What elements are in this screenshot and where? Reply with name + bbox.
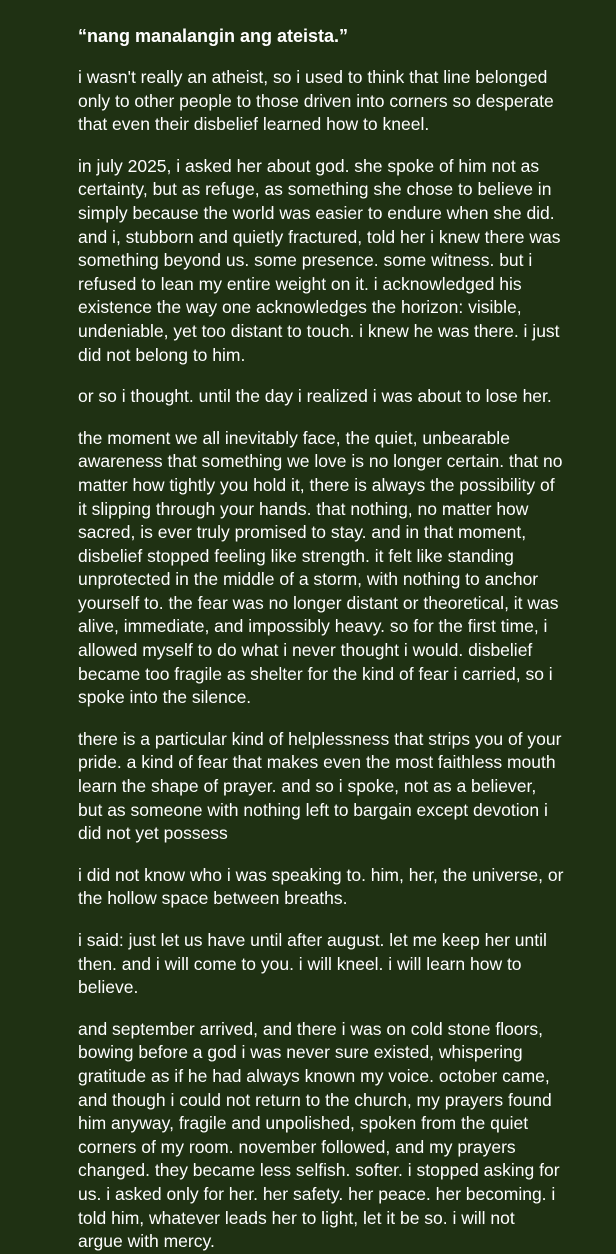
text-line: bowing before a god i was never sure existed, whispering [78,1042,523,1063]
text-line: argue with mercy. [78,1231,215,1252]
text-line: then. and i will come to you. i will kneel. i will learn how to [78,953,522,974]
text-line: existence the way one acknowledges the horizon: visible, [78,297,522,318]
text-line: disbelief stopped feeling like strength. it felt like standing [78,545,514,566]
text-line: corners of my room. november followed, and my prayers [78,1136,516,1157]
text-line: i said: just let us have until after august. let me keep her until [78,930,547,950]
text-line: only to other people to those driven into corners so desperate [78,90,554,111]
text-line: but as someone with nothing left to bargain except devotion i [78,799,548,820]
text-line: spoke into the silence. [78,687,252,708]
text-line: in july 2025, i asked her about god. she spoke of him not as [78,155,540,176]
document-title: “nang manalangin ang ateista.” [78,26,349,46]
text-line: did not belong to him. [78,344,246,365]
text-line: gratitude as if he had always known my voice. october came, [78,1065,550,1086]
text-line: and i, stubborn and quietly fractured, told her i knew there was [78,226,561,247]
paragraph-7 [78,929,576,1000]
paragraph-8 [78,1018,576,1254]
text-line: pride. a kind of fear that makes even the most faithless mouth [78,752,556,773]
text-line: sacred, is ever truly promised to stay. and in that moment, [78,522,527,543]
text-line: or so i thought. until the day i realized i was about to lose her. [78,386,552,407]
text-line: it slipping through your hands. that nothing, no matter how [78,498,529,519]
text-line: and though i could not return to the church, my prayers found [78,1089,552,1110]
text-line: yourself to. the fear was no longer distant or theoretical, it was [78,592,559,613]
text-line: simply because the world was easier to endure when she did. [78,202,555,223]
text-line: changed. they became less selfish. softer. i stopped asking for [78,1160,560,1181]
text-line: believe. [78,977,139,998]
text-line: us. i asked only for her. her safety. her peace. her becoming. i [78,1183,556,1204]
text-line: did not yet possess [78,823,228,844]
text-line: matter how tightly you hold it, there is always the possibility of [78,474,555,495]
text-line: certainty, but as refuge, as something she chose to believe in [78,179,552,200]
text-line: undeniable, yet too distant to touch. i knew he was there. i just [78,320,560,341]
text-line: the hollow space between breaths. [78,888,348,909]
paragraph-5 [78,728,576,846]
text-line: there is a particular kind of helplessness that strips you of your [78,728,562,749]
text-line: and september arrived, and there i was on cold stone floors, [78,1018,543,1039]
text-line: became too fragile as shelter for the kind of fear i carried, so i [78,663,553,684]
text-line: told him, whatever leads her to light, let it be so. i will not [78,1207,515,1228]
paragraph-2 [78,155,576,367]
text-line: him anyway, fragile and unpolished, spoken from the quiet [78,1113,529,1134]
text-line: i wasn't really an atheist, so i used to think that line belonged [78,67,548,87]
text-line: i did not know who i was speaking to. him, her, the universe, or [78,864,564,885]
paragraph-4 [78,427,576,710]
text-line: learn the shape of prayer. and so i spoke, not as a believer, [78,776,537,797]
text-line: awareness that something we love is no longer certain. that no [78,451,563,472]
text-line: something beyond us. some presence. some witness. but i [78,250,533,271]
text-line: unprotected in the middle of a storm, with nothing to anchor [78,569,539,590]
text-line: the moment we all inevitably face, the quiet, unbearable [78,427,510,448]
paragraph-1 [78,66,576,137]
text-line: alive, immediate, and impossibly heavy. so for the first time, i [78,616,548,637]
text-line: refused to lean my entire weight on it. i acknowledged his [78,273,522,294]
text-line: allowed myself to do what i never thought i would. disbelief [78,640,533,661]
paragraph-6 [78,864,576,911]
text-line: that even their disbelief learned how to kneel. [78,114,430,135]
paragraph-3 [78,385,576,409]
